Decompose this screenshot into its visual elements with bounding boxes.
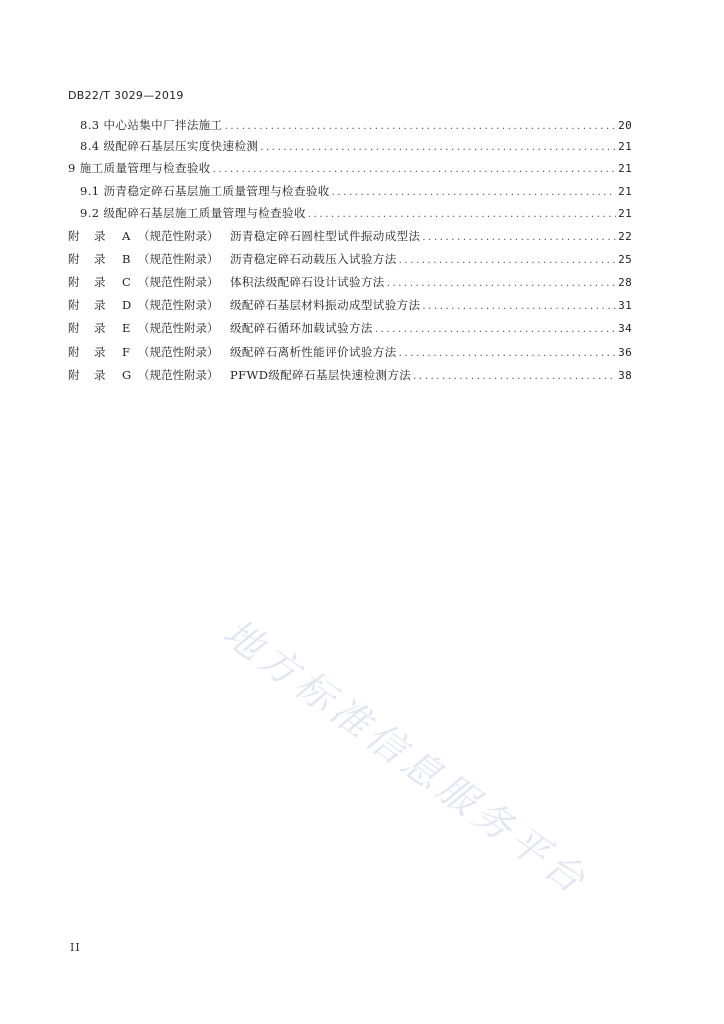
appendix-prefix: 附 xyxy=(68,321,80,335)
dot-leader xyxy=(308,207,616,223)
appendix-prefix: 录 xyxy=(94,252,106,266)
appendix-type: （规范性附录） xyxy=(138,368,219,382)
appendix-label xyxy=(68,344,397,360)
appendix-title: PFWD级配碎石基层快速检测方法 xyxy=(230,368,412,382)
appendix-prefix: 附 xyxy=(68,275,80,289)
toc-entry[interactable] xyxy=(80,138,632,154)
appendix-title: 级配碎石循环加载试验方法 xyxy=(230,321,373,335)
dot-leader xyxy=(422,299,616,315)
appendix-letter: E xyxy=(122,321,131,335)
appendix-title: 体积法级配碎石设计试验方法 xyxy=(230,275,385,289)
toc-entry-page: 21 xyxy=(618,162,632,175)
toc-entry[interactable] xyxy=(80,183,632,199)
dot-leader xyxy=(399,346,617,362)
toc-entry-page: 25 xyxy=(618,253,632,266)
dot-leader xyxy=(387,276,616,292)
appendix-prefix: 附 xyxy=(68,252,80,266)
document-code: DB22/T 3029—2019 xyxy=(68,89,184,102)
dot-leader xyxy=(213,162,616,178)
dot-leader xyxy=(422,230,616,246)
appendix-type: （规范性附录） xyxy=(138,345,219,359)
appendix-prefix: 附 xyxy=(68,368,80,382)
toc-entry-title: 8.4 级配碎石基层压实度快速检测 xyxy=(80,139,259,153)
toc-entry-page: 38 xyxy=(618,369,632,382)
appendix-letter: G xyxy=(122,368,132,382)
toc-entry-title: 9.1 沥青稳定碎石基层施工质量管理与检查验收 xyxy=(80,184,330,198)
toc-entry[interactable] xyxy=(68,160,632,176)
appendix-prefix: 录 xyxy=(94,275,106,289)
appendix-letter: F xyxy=(122,345,131,359)
toc-entry-page: 34 xyxy=(618,322,632,335)
dot-leader xyxy=(260,140,616,156)
appendix-type: （规范性附录） xyxy=(138,229,219,243)
toc-appendix-entry[interactable] xyxy=(68,274,632,290)
appendix-title: 沥青稳定碎石动载压入试验方法 xyxy=(230,252,397,266)
appendix-type: （规范性附录） xyxy=(138,252,219,266)
toc-entry-page: 21 xyxy=(618,140,632,153)
page-number: II xyxy=(70,941,81,954)
toc-entry-title: 8.3 中心站集中厂拌法施工 xyxy=(80,118,223,132)
appendix-prefix: 录 xyxy=(94,298,106,312)
toc-appendix-entry[interactable] xyxy=(68,228,632,244)
dot-leader xyxy=(225,119,617,135)
appendix-prefix: 附 xyxy=(68,298,80,312)
appendix-prefix: 录 xyxy=(94,345,106,359)
appendix-title: 级配碎石离析性能评价试验方法 xyxy=(230,345,397,359)
appendix-prefix: 录 xyxy=(94,368,106,382)
appendix-type: （规范性附录） xyxy=(138,321,219,335)
toc-entry-page: 28 xyxy=(618,276,632,289)
appendix-prefix: 录 xyxy=(94,229,106,243)
appendix-title: 沥青稳定碎石圆柱型试件振动成型法 xyxy=(230,229,421,243)
dot-leader xyxy=(332,185,616,201)
appendix-letter: D xyxy=(122,298,132,312)
watermark: 地方标准信息服务平台 xyxy=(215,610,598,905)
toc-appendix-entry[interactable] xyxy=(68,367,632,383)
dot-leader xyxy=(399,253,617,269)
toc-entry-page: 22 xyxy=(618,230,632,243)
appendix-letter: C xyxy=(122,275,132,289)
appendix-label xyxy=(68,274,385,290)
appendix-prefix: 录 xyxy=(94,321,106,335)
appendix-label xyxy=(68,320,373,336)
appendix-prefix: 附 xyxy=(68,229,80,243)
toc-entry[interactable] xyxy=(80,205,632,221)
toc-entry-page: 36 xyxy=(618,346,632,359)
dot-leader xyxy=(413,369,616,385)
appendix-label xyxy=(68,251,397,267)
toc-entry-page: 20 xyxy=(618,119,632,132)
toc-appendix-entry[interactable] xyxy=(68,320,632,336)
appendix-letter: B xyxy=(122,252,131,266)
appendix-label xyxy=(68,367,411,383)
appendix-title: 级配碎石基层材料振动成型试验方法 xyxy=(230,298,421,312)
dot-leader xyxy=(375,322,616,338)
toc-appendix-entry[interactable] xyxy=(68,251,632,267)
appendix-letter: A xyxy=(122,229,131,243)
toc-entry-title: 9 施工质量管理与检查验收 xyxy=(68,161,211,175)
appendix-type: （规范性附录） xyxy=(138,275,219,289)
toc-entry-page: 31 xyxy=(618,299,632,312)
toc-entry-page: 21 xyxy=(618,185,632,198)
appendix-label xyxy=(68,228,420,244)
appendix-type: （规范性附录） xyxy=(138,298,219,312)
toc-entry-page: 21 xyxy=(618,207,632,220)
toc-entry-title: 9.2 级配碎石基层施工质量管理与检查验收 xyxy=(80,206,306,220)
appendix-label xyxy=(68,297,420,313)
toc-appendix-entry[interactable] xyxy=(68,297,632,313)
toc-entry[interactable] xyxy=(80,117,632,133)
toc-appendix-entry[interactable] xyxy=(68,344,632,360)
appendix-prefix: 附 xyxy=(68,345,80,359)
